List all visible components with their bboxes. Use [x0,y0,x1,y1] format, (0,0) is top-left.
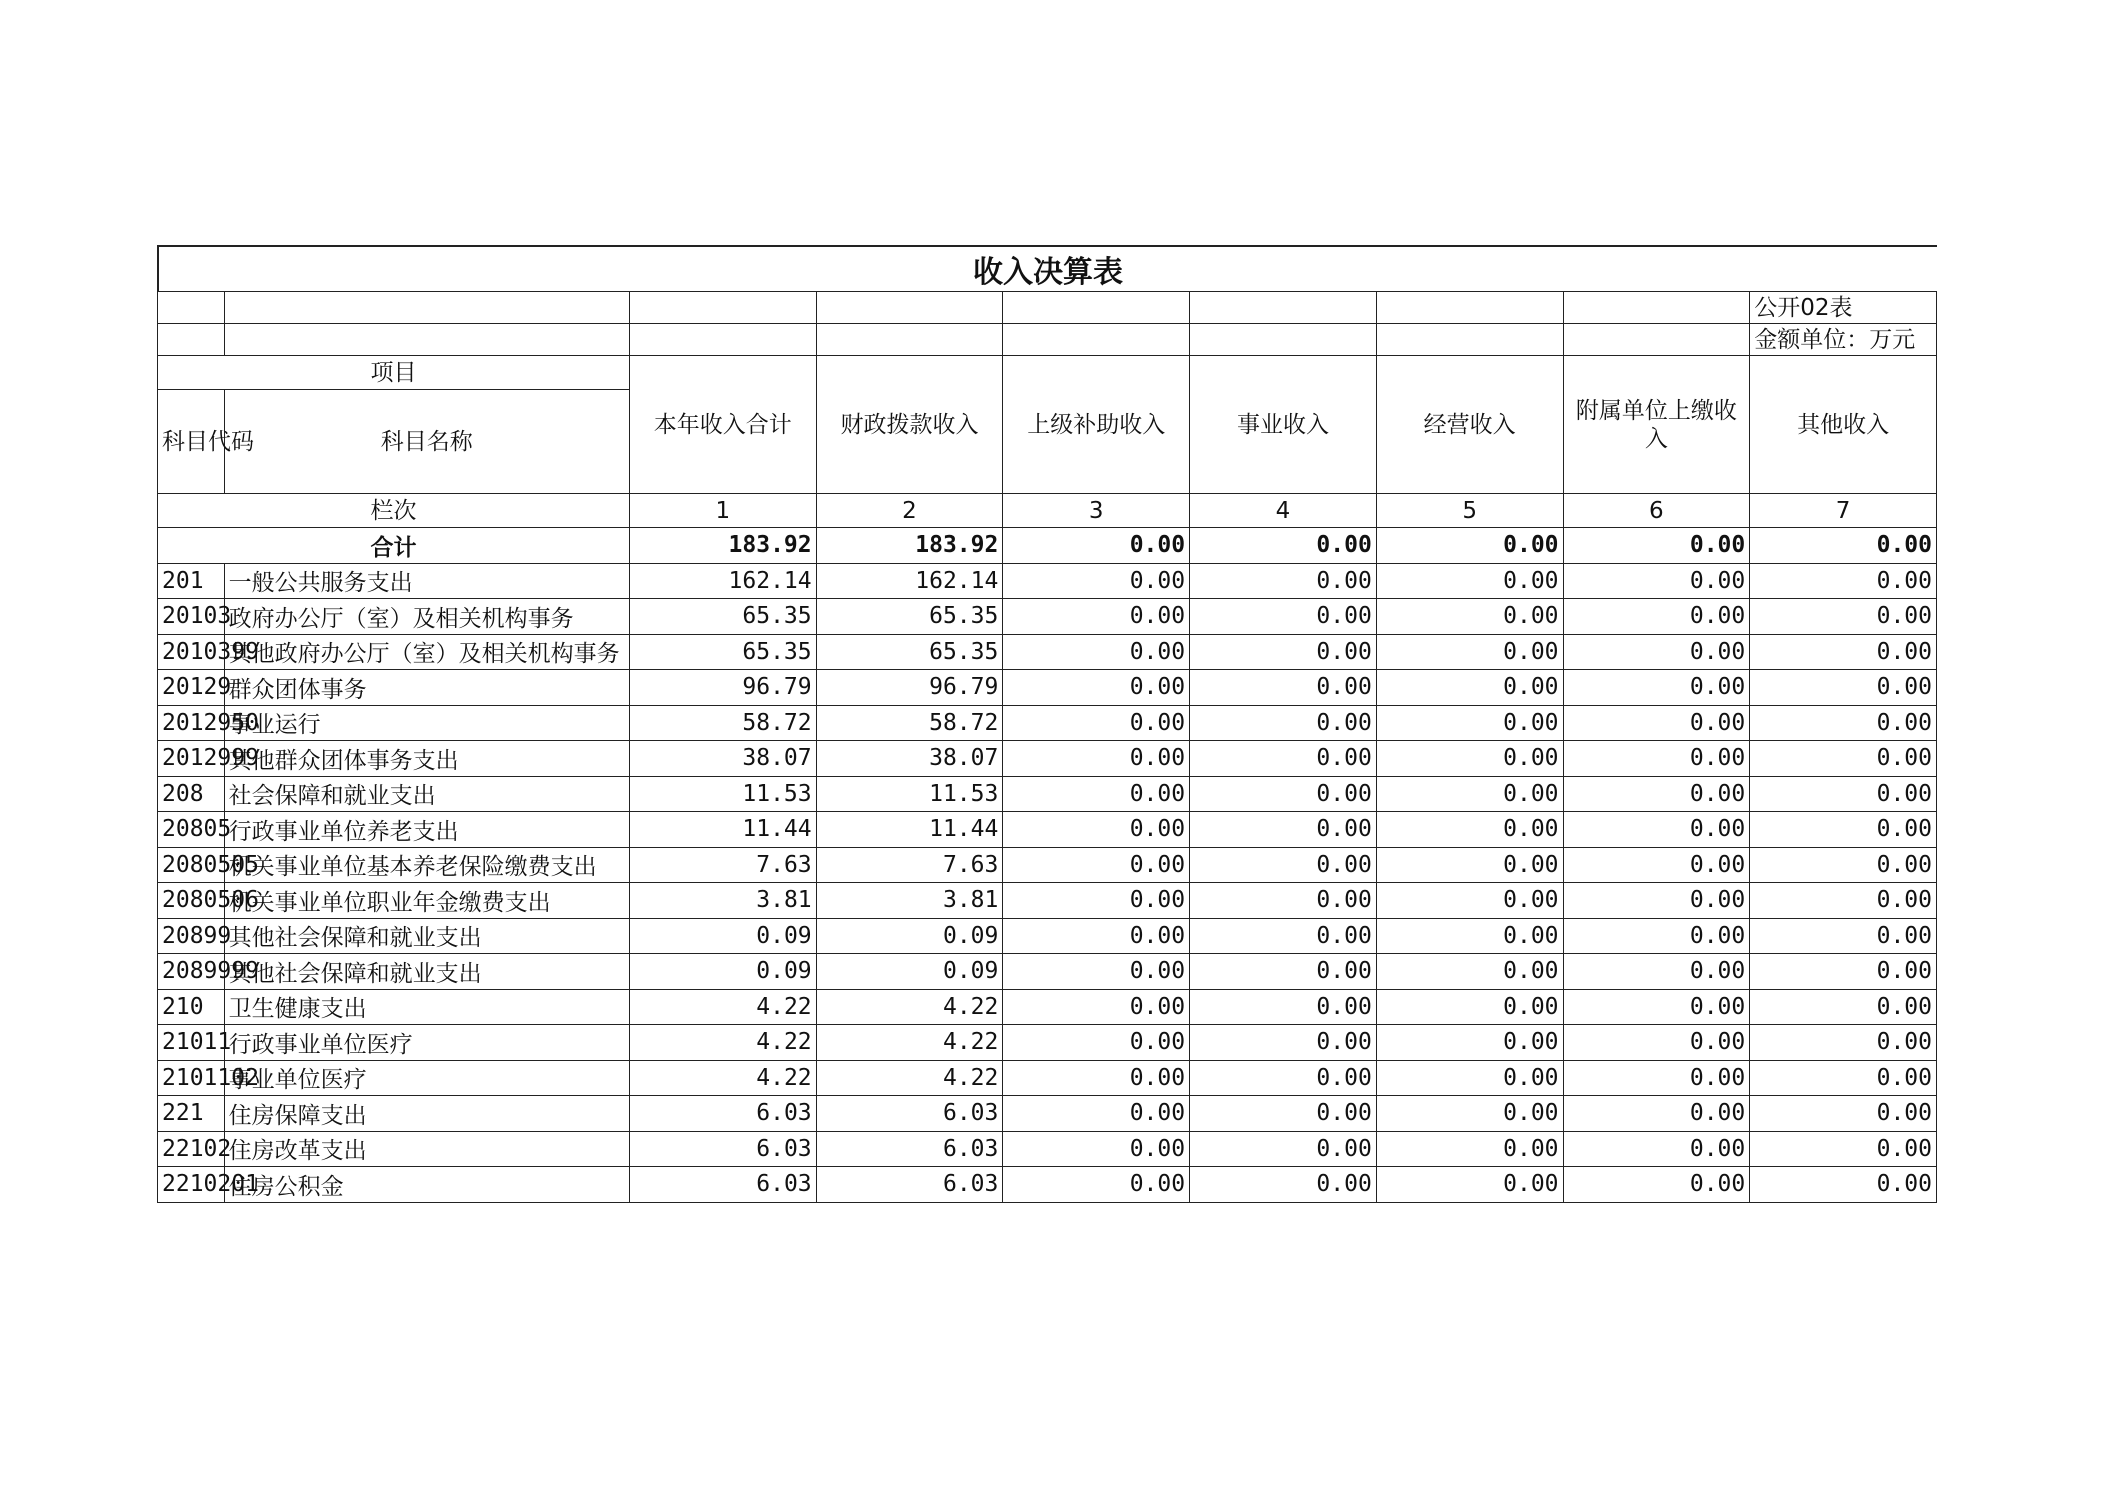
subject-code: 2089999 [158,954,225,990]
amount-cell: 0.00 [1563,634,1750,670]
col-number: 7 [1750,494,1937,528]
header-col-2: 财政拨款收入 [816,356,1003,494]
amount-cell: 0.00 [1003,705,1190,741]
subject-name: 机关事业单位基本养老保险缴费支出 [224,847,629,883]
amount-cell: 0.00 [1190,634,1377,670]
amount-cell: 6.03 [629,1096,816,1132]
subject-code: 22102 [158,1131,225,1167]
amount-cell: 0.00 [1563,918,1750,954]
table-row [158,776,1937,812]
amount-cell: 0.00 [1563,1131,1750,1167]
subject-name: 其他社会保障和就业支出 [224,918,629,954]
table-row [158,741,1937,777]
subject-name: 政府办公厅（室）及相关机构事务 [224,599,629,635]
amount-cell: 0.00 [1376,599,1563,635]
amount-cell: 0.00 [1376,1167,1563,1203]
amount-cell: 0.00 [1003,634,1190,670]
amount-cell: 0.00 [1190,1025,1377,1061]
amount-cell: 0.00 [1003,1096,1190,1132]
amount-cell: 0.00 [1563,741,1750,777]
subject-code: 20805 [158,812,225,848]
amount-cell: 0.00 [1003,563,1190,599]
amount-cell: 65.35 [816,634,1003,670]
amount-cell: 0.00 [1003,1060,1190,1096]
subject-code: 208 [158,776,225,812]
amount-cell: 0.00 [1563,599,1750,635]
amount-cell: 0.00 [1376,563,1563,599]
subject-code: 2012950 [158,705,225,741]
amount-cell: 6.03 [629,1167,816,1203]
header-code: 科目代码 [158,390,225,494]
amount-cell: 0.00 [1563,1167,1750,1203]
amount-cell: 0.00 [1190,954,1377,990]
amount-cell: 0.00 [1190,670,1377,706]
amount-cell: 0.00 [1190,563,1377,599]
amount-cell: 58.72 [816,705,1003,741]
col-number: 3 [1003,494,1190,528]
header-col-3: 上级补助收入 [1003,356,1190,494]
amount-cell: 6.03 [816,1096,1003,1132]
total-value: 0.00 [1376,528,1563,564]
amount-cell: 0.00 [1750,1131,1937,1167]
income-statement-sheet [157,245,1937,1203]
amount-cell: 0.09 [629,954,816,990]
amount-cell: 65.35 [816,599,1003,635]
col-number: 6 [1563,494,1750,528]
amount-cell: 0.00 [1376,741,1563,777]
table-row [158,847,1937,883]
table-row [158,599,1937,635]
amount-cell: 0.00 [1563,1025,1750,1061]
subject-name: 其他社会保障和就业支出 [224,954,629,990]
amount-cell: 0.00 [1190,741,1377,777]
amount-unit: 金额单位：万元 [1750,324,1937,356]
subject-code: 201 [158,563,225,599]
amount-cell: 0.00 [1563,776,1750,812]
amount-cell: 0.00 [1190,705,1377,741]
table-row [158,883,1937,919]
total-value: 0.00 [1750,528,1937,564]
amount-cell: 7.63 [629,847,816,883]
amount-cell: 7.63 [816,847,1003,883]
subject-code: 221 [158,1096,225,1132]
col-number: 2 [816,494,1003,528]
amount-cell: 6.03 [816,1167,1003,1203]
table-row [158,705,1937,741]
amount-cell: 0.00 [1376,883,1563,919]
amount-cell: 0.00 [1003,1167,1190,1203]
amount-cell: 0.00 [1750,776,1937,812]
amount-cell: 0.00 [1003,741,1190,777]
amount-cell: 0.00 [1563,1096,1750,1132]
form-number: 公开02表 [1750,292,1937,324]
total-value: 183.92 [816,528,1003,564]
subject-name: 其他政府办公厅（室）及相关机构事务 [224,634,629,670]
amount-cell: 0.00 [1750,812,1937,848]
amount-cell: 0.00 [1003,1131,1190,1167]
amount-cell: 11.53 [629,776,816,812]
table-row [158,670,1937,706]
subject-name: 住房公积金 [224,1167,629,1203]
amount-cell: 0.00 [1190,812,1377,848]
income-table [157,291,1937,1203]
subject-name: 卫生健康支出 [224,989,629,1025]
amount-cell: 162.14 [629,563,816,599]
subject-code: 2010399 [158,634,225,670]
amount-cell: 11.53 [816,776,1003,812]
amount-cell: 0.00 [1376,1025,1563,1061]
amount-cell: 96.79 [629,670,816,706]
header-col-6: 附属单位上缴收入 [1563,356,1750,494]
amount-cell: 0.00 [1376,1131,1563,1167]
subject-name: 住房改革支出 [224,1131,629,1167]
amount-cell: 6.03 [629,1131,816,1167]
amount-cell: 0.00 [1563,883,1750,919]
amount-cell: 0.00 [1003,989,1190,1025]
amount-cell: 65.35 [629,634,816,670]
header-project: 项目 [158,356,630,390]
table-row [158,563,1937,599]
amount-cell: 0.00 [1750,1167,1937,1203]
amount-cell: 0.00 [1563,670,1750,706]
subject-name: 群众团体事务 [224,670,629,706]
total-value: 183.92 [629,528,816,564]
amount-cell: 0.09 [629,918,816,954]
amount-cell: 0.00 [1376,918,1563,954]
amount-cell: 0.00 [1003,776,1190,812]
amount-cell: 0.00 [1563,1060,1750,1096]
amount-cell: 0.00 [1750,634,1937,670]
amount-cell: 0.00 [1376,776,1563,812]
amount-cell: 0.00 [1750,741,1937,777]
amount-cell: 0.00 [1190,883,1377,919]
amount-cell: 0.00 [1750,563,1937,599]
subject-name: 社会保障和就业支出 [224,776,629,812]
subject-code: 2101102 [158,1060,225,1096]
amount-cell: 0.00 [1190,599,1377,635]
amount-cell: 4.22 [629,989,816,1025]
table-row [158,1131,1937,1167]
header-col-4: 事业收入 [1190,356,1377,494]
amount-cell: 0.00 [1750,1060,1937,1096]
table-row [158,989,1937,1025]
amount-cell: 0.00 [1190,776,1377,812]
amount-cell: 0.00 [1376,670,1563,706]
subject-code: 2080506 [158,883,225,919]
amount-cell: 0.00 [1563,989,1750,1025]
amount-cell: 11.44 [629,812,816,848]
subject-name: 一般公共服务支出 [224,563,629,599]
subject-name: 住房保障支出 [224,1096,629,1132]
amount-cell: 0.00 [1750,1025,1937,1061]
amount-cell: 0.00 [1563,847,1750,883]
amount-cell: 6.03 [816,1131,1003,1167]
amount-cell: 0.00 [1750,883,1937,919]
amount-cell: 0.00 [1003,670,1190,706]
subject-name: 事业单位医疗 [224,1060,629,1096]
amount-cell: 0.00 [1376,1060,1563,1096]
amount-cell: 0.00 [1190,847,1377,883]
amount-cell: 0.00 [1750,989,1937,1025]
subject-name: 机关事业单位职业年金缴费支出 [224,883,629,919]
amount-cell: 0.00 [1376,1096,1563,1132]
amount-cell: 0.00 [1750,847,1937,883]
total-value: 0.00 [1563,528,1750,564]
col-number: 1 [629,494,816,528]
amount-cell: 4.22 [816,989,1003,1025]
subject-code: 20899 [158,918,225,954]
amount-cell: 0.00 [1190,1060,1377,1096]
subject-code: 2210201 [158,1167,225,1203]
amount-cell: 0.00 [1750,954,1937,990]
amount-cell: 0.00 [1003,599,1190,635]
amount-cell: 0.00 [1190,1167,1377,1203]
table-title: 收入决算表 [157,247,1937,291]
amount-cell: 0.00 [1003,918,1190,954]
subject-name: 行政事业单位养老支出 [224,812,629,848]
amount-cell: 0.00 [1003,954,1190,990]
amount-cell: 38.07 [816,741,1003,777]
amount-cell: 0.00 [1563,563,1750,599]
amount-cell: 0.00 [1563,954,1750,990]
amount-cell: 162.14 [816,563,1003,599]
amount-cell: 4.22 [816,1060,1003,1096]
subject-code: 210 [158,989,225,1025]
amount-cell: 0.00 [1190,1131,1377,1167]
amount-cell: 0.00 [1750,670,1937,706]
amount-cell: 0.00 [1376,847,1563,883]
amount-cell: 0.00 [1190,918,1377,954]
amount-cell: 0.00 [1376,812,1563,848]
header-col-7: 其他收入 [1750,356,1937,494]
amount-cell: 0.00 [1750,599,1937,635]
amount-cell: 0.00 [1003,1025,1190,1061]
amount-cell: 0.00 [1190,989,1377,1025]
table-row [158,634,1937,670]
header-col-1: 本年收入合计 [629,356,816,494]
col-number: 5 [1376,494,1563,528]
amount-cell: 0.00 [1563,705,1750,741]
total-row [158,528,1937,564]
amount-cell: 0.00 [1376,954,1563,990]
subject-code: 2012999 [158,741,225,777]
amount-cell: 0.00 [1003,883,1190,919]
amount-cell: 3.81 [629,883,816,919]
amount-cell: 4.22 [816,1025,1003,1061]
table-row [158,1025,1937,1061]
amount-cell: 4.22 [629,1060,816,1096]
col-number: 4 [1190,494,1377,528]
amount-cell: 38.07 [629,741,816,777]
amount-cell: 0.00 [1003,847,1190,883]
amount-cell: 4.22 [629,1025,816,1061]
subject-code: 21011 [158,1025,225,1061]
amount-cell: 0.00 [1750,918,1937,954]
amount-cell: 3.81 [816,883,1003,919]
table-row [158,1167,1937,1203]
subject-code: 20129 [158,670,225,706]
total-value: 0.00 [1003,528,1190,564]
subject-name: 其他群众团体事务支出 [224,741,629,777]
amount-cell: 58.72 [629,705,816,741]
amount-cell: 0.00 [1750,1096,1937,1132]
header-row-label: 栏次 [158,494,630,528]
total-value: 0.00 [1190,528,1377,564]
amount-cell: 0.09 [816,918,1003,954]
amount-cell: 0.09 [816,954,1003,990]
table-row [158,1096,1937,1132]
amount-cell: 0.00 [1376,634,1563,670]
amount-cell: 0.00 [1750,705,1937,741]
amount-cell: 65.35 [629,599,816,635]
table-row [158,812,1937,848]
subject-name: 事业运行 [224,705,629,741]
amount-cell: 0.00 [1563,812,1750,848]
table-row [158,918,1937,954]
amount-cell: 11.44 [816,812,1003,848]
table-row [158,954,1937,990]
header-col-5: 经营收入 [1376,356,1563,494]
subject-code: 20103 [158,599,225,635]
subject-name: 行政事业单位医疗 [224,1025,629,1061]
amount-cell: 0.00 [1376,989,1563,1025]
amount-cell: 0.00 [1190,1096,1377,1132]
amount-cell: 0.00 [1376,705,1563,741]
header-name: 科目名称 [224,390,629,494]
table-row [158,1060,1937,1096]
amount-cell: 96.79 [816,670,1003,706]
total-label: 合计 [158,528,630,564]
amount-cell: 0.00 [1003,812,1190,848]
subject-code: 2080505 [158,847,225,883]
